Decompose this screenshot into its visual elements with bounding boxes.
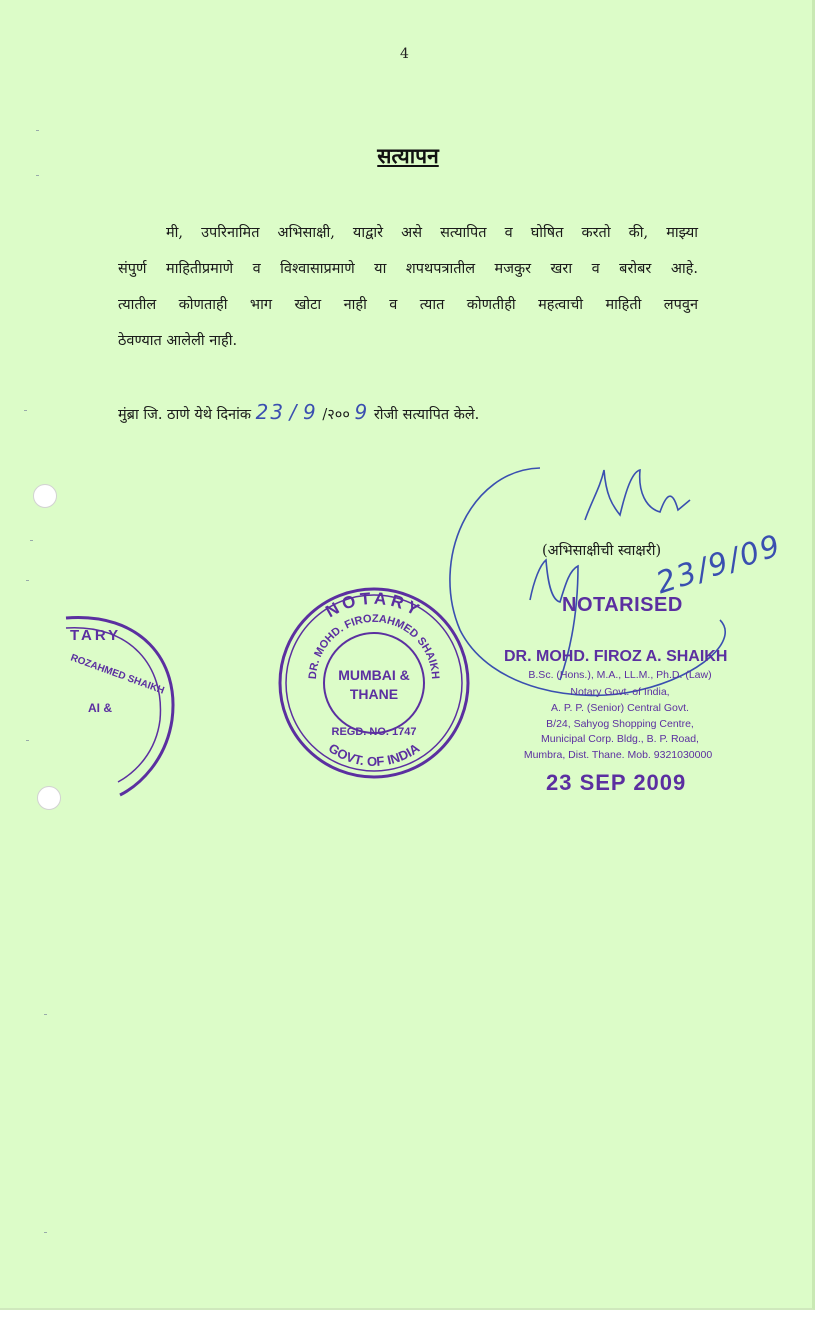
seal-ring-text: DR. MOHD. FIROZAHMED SHAIKH (306, 612, 442, 680)
seal-center-line-2: THANE (349, 686, 399, 702)
seal-bottom-text: GOVT. OF INDIA (325, 740, 423, 770)
partial-seal-top: TARY (70, 627, 122, 644)
seal-center-line-1: MUMBAI & (338, 667, 410, 683)
notary-line-4: B/24, Sahyog Shopping Centre, (546, 718, 694, 730)
signature-caption: (अभिसाक्षीची स्वाक्षरी) (542, 543, 662, 559)
seal-top-text: NOTARY (322, 588, 426, 622)
paragraph-line-2: संपुर्ण माहितीप्रमाणे व विश्वासाप्रमाणे या शपथपत्रातील मजकुर खरा व बरोबर आहे. (118, 261, 698, 277)
place-suffix: रोजी सत्यापित केले. (373, 407, 480, 423)
year-prefix: /२०० (322, 407, 350, 423)
paragraph-line-1: मी, उपरिनामित अभिसाक्षी, याद्वारे असे सत्यापित व घोषित करतो की, माझ्या (166, 225, 698, 241)
place-prefix: मुंब्रा जि. ठाणे येथे दिनांक (118, 407, 251, 423)
notary-line-1: B.Sc. (Hons.), M.A., LL.M., Ph.D. (Law) (528, 669, 712, 681)
notary-line-5: Municipal Corp. Bldg., B. P. Road, (541, 733, 699, 745)
page-number: 4 (400, 46, 409, 62)
paragraph-line-4: ठेवण्यात आलेली नाही. (118, 333, 238, 349)
punch-hole-top (33, 484, 57, 508)
place-date-line: मुंब्रा जि. ठाणे येथे दिनांक 23 / 9 /२०० 9 रोजी सत्यापित केले. (118, 400, 480, 424)
notary-name: DR. MOHD. FIROZ A. SHAIKH (504, 648, 728, 665)
partial-seal-ring: ROZAHMED SHAIKH (68, 652, 166, 697)
seal-regd-text: REGD. NO. 1747 (331, 726, 417, 738)
notarised-stamp: NOTARISED (562, 594, 683, 616)
handwritten-date: 23/9/09 (652, 527, 787, 602)
notary-line-3: A. P. P. (Senior) Central Govt. (551, 702, 689, 714)
handwritten-year-digit: 9 (354, 400, 370, 424)
notary-date-stamp: 23 SEP 2009 (546, 770, 687, 795)
notary-line-6: Mumbra, Dist. Thane. Mob. 9321030000 (523, 749, 713, 761)
paragraph-line-3: त्यातील कोणताही भाग खोटा नाही व त्यात कोणतीही महत्वाची माहिती लपवुन (118, 297, 698, 313)
notary-line-2: Notary Govt. of India, (570, 686, 670, 698)
handwritten-day: 23 (255, 400, 286, 424)
partial-seal-center: AI & (88, 701, 112, 715)
page-title: सत्यापन (377, 143, 439, 168)
punch-hole-bottom (37, 786, 61, 810)
handwritten-month: 9 (303, 400, 318, 424)
